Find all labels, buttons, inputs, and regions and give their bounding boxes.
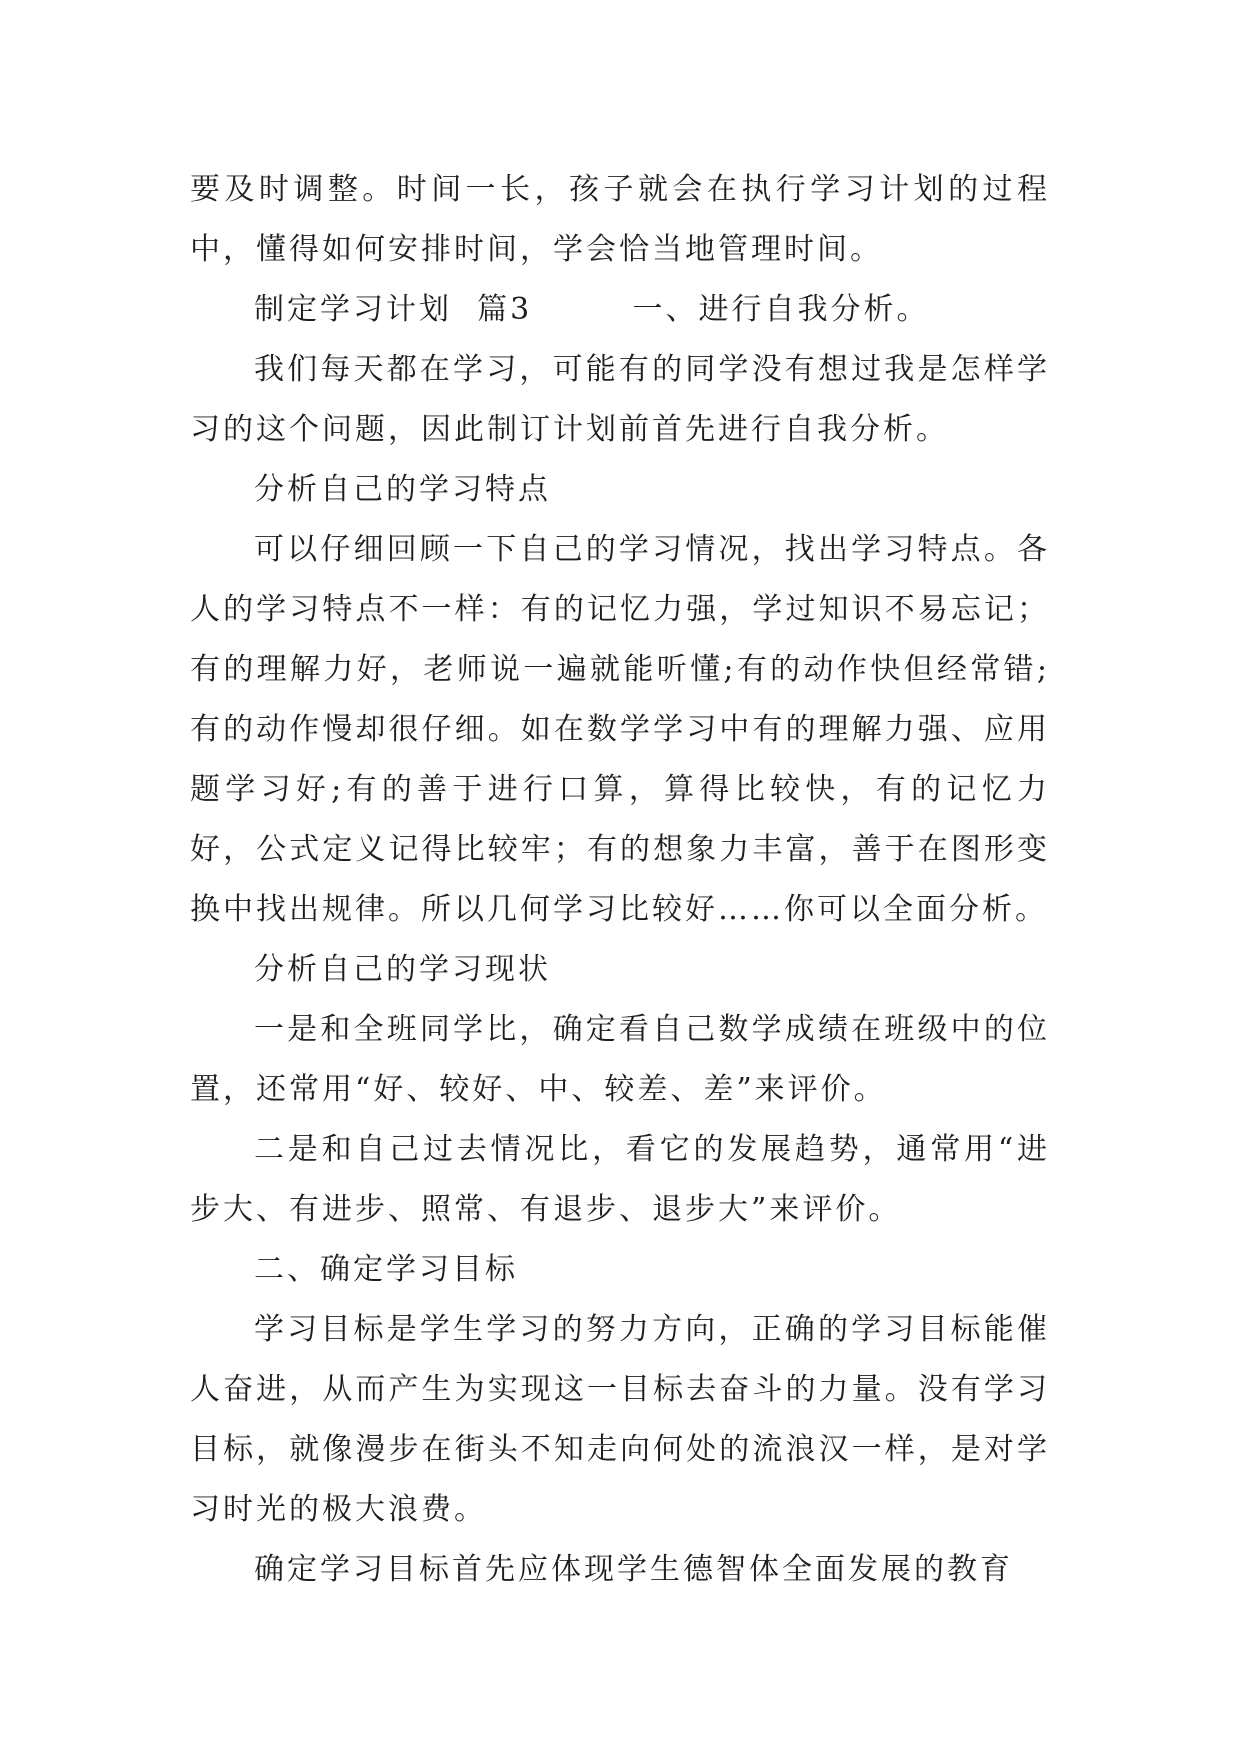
paragraph-goals-first: 确定学习目标首先应体现学生德智体全面发展的教育 [254,1552,1013,1587]
paragraph-self-analysis-intro: 我们每天都在学习，可能有的同学没有想过我是怎样学习的这个问题，因此制订计划前首先进行自我分析。 [190,352,1050,447]
paragraph-goals-importance: 学习目标是学生学习的努力方向，正确的学习目标能催人奋进，从而产生为实现这一目标去奋斗的力量。没有学习目标，就像漫步在街头不知走向何处的流浪汉一样，是对学习时光的极大浪费。 [190,1312,1050,1527]
document-body [190,160,1050,1600]
heading-set-goals: 二、确定学习目标 [254,1252,518,1287]
subheading-learning-status: 分析自己的学习现状 [254,952,551,987]
paragraph-continuation: 要及时调整。时间一长，孩子就会在执行学习计划的过程中，懂得如何安排时间，学会恰当地管理时间。 [190,172,1050,267]
section-heading-plan-3: 制定学习计划 篇3 一、进行自我分析。 [254,292,930,327]
paragraph-learning-traits: 可以仔细回顾一下自己的学习情况，找出学习特点。各人的学习特点不一样：有的记忆力强，学过知识不易忘记；有的理解力好，老师说一遍就能听懂;有的动作快但经常错;有的动作慢却很仔细。如在数学学习中有的理解力强、应用题学习好;有的善于进行口算，算得比较快，有的记忆力好，公式定义记得比较牢；有的想象力丰富，善于在图形变换中找出规律。所以几何学习比较好……你可以全面分析。 [190,532,1050,927]
subheading-learning-traits: 分析自己的学习特点 [254,472,551,507]
paragraph-compare-classmates: 一是和全班同学比，确定看自己数学成绩在班级中的位置，还常用“好、较好、中、较差、差”来评价。 [190,1012,1050,1107]
paragraph-compare-past: 二是和自己过去情况比，看它的发展趋势，通常用“进步大、有进步、照常、有退步、退步大”来评价。 [190,1132,1050,1227]
